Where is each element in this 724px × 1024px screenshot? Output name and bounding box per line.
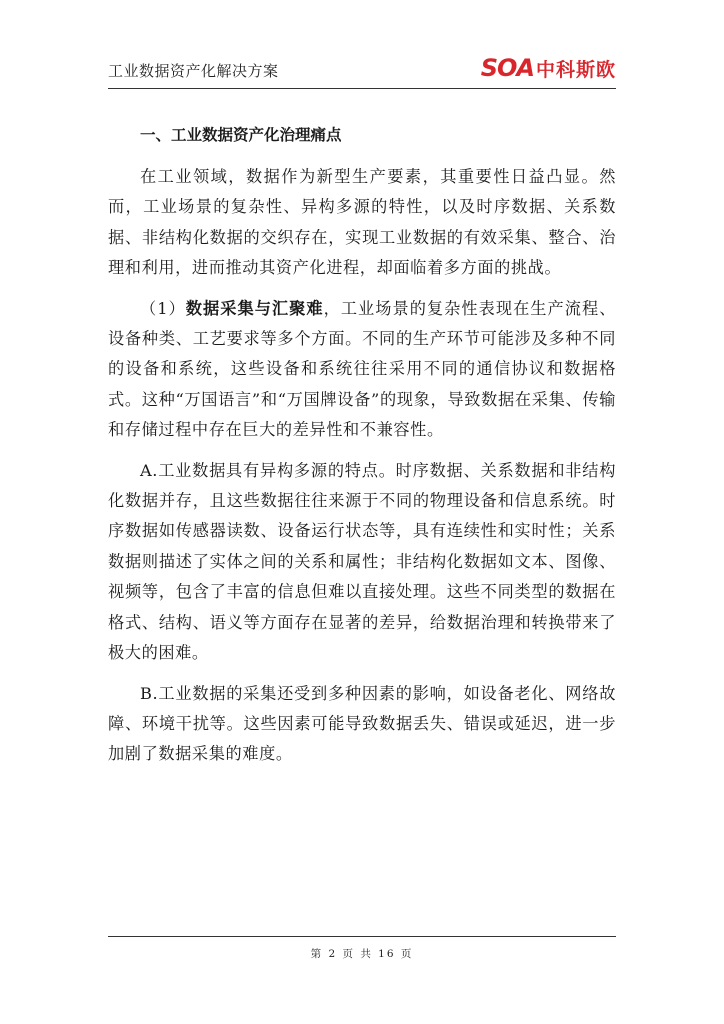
company-logo — [481, 54, 616, 82]
document-body — [108, 120, 616, 780]
page-header — [108, 52, 616, 88]
point-a-paragraph: A.工业数据具有异构多源的特点。时序数据、关系数据和非结构化数据并存，且这些数据往往来源于不同的物理设备和信息系统。时序数据如传感器读数、设备运行状态等，具有连续性和实时性；关系数据则描述了实体之间的关系和属性；非结构化数据如文本、图像、视频等，包含了丰富的信息但难以直接处理。这些不同类型的数据在格式、结构、语义等方面存在显著的差异，给数据治理和转换带来了极大的困难。 — [108, 460, 616, 663]
point1-label: （1） — [140, 298, 186, 318]
point1-text: ，工业场景的复杂性表现在生产流程、设备种类、工艺要求等多个方面。不同的生产环节可能涉及多种不同的设备和系统，这些设备和系统往往采用不同的通信协议和数据格式。这种“万国语言”和“万国牌设备”的现象，导致数据在采集、传输和存储过程中存在巨大的差异性和不兼容性。 — [108, 298, 616, 440]
document-title: 工业数据资产化解决方案 — [108, 62, 279, 80]
point1-paragraph — [108, 294, 616, 446]
section-heading: 一、工业数据资产化治理痛点 — [140, 126, 342, 144]
intro-paragraph: 在工业领域，数据作为新型生产要素，其重要性日益凸显。然而，工业场景的复杂性、异构多源的特性，以及时序数据、关系数据、非结构化数据的交织存在，实现工业数据的有效采集、整合、治理和利用，进而推动其资产化进程，却面临着多方面的挑战。 — [108, 167, 616, 278]
point1-bold-title: 数据采集与汇聚难 — [185, 298, 324, 318]
page-number: 第 2 页 共 16 页 — [310, 948, 414, 960]
point-b-paragraph: B.工业数据的采集还受到多种因素的影响，如设备老化、网络故障、环境干扰等。这些因素可能导致数据丢失、错误或延迟，进一步加剧了数据采集的难度。 — [108, 683, 616, 764]
logo-text: 中科斯欧 — [535, 58, 616, 81]
footer-divider — [108, 936, 616, 937]
logo-mark: SOA — [480, 54, 534, 82]
header-divider — [108, 88, 616, 89]
